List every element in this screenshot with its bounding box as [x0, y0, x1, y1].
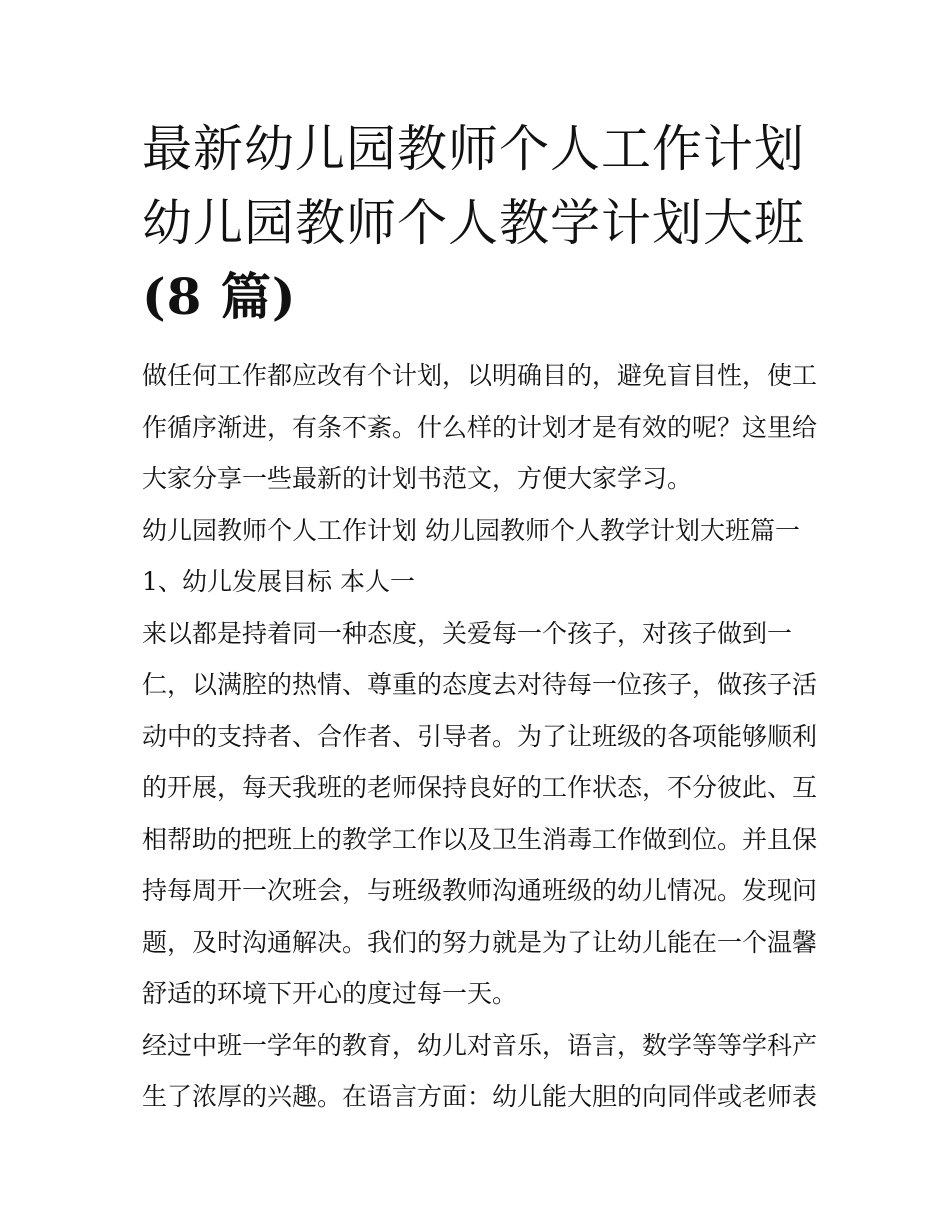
list-number: 1、: [142, 567, 183, 596]
text-line: 仁，以满腔的热情、尊重的态度去对待每一位孩子，做孩子活: [142, 670, 818, 699]
text-line: 作循序渐进，有条不紊。什么样的计划才是有效的呢？这里给: [142, 412, 818, 442]
text-line: 大家分享一些最新的计划书范文，方便大家学习。: [142, 464, 693, 493]
text-line: 做任何工作都应改有个计划，以明确目的，避免盲目性，使工: [142, 361, 818, 390]
text-line: 来以都是持着同一种态度，关爱每一个孩子，对孩子做到一: [142, 618, 793, 648]
intro-paragraph: [142, 350, 818, 505]
text-line: 生了浓厚的兴趣。在语言方面：幼儿能大胆的向同伴或老师表: [142, 1082, 818, 1111]
paragraph-1: [142, 608, 818, 1020]
text-line: 题，及时沟通解决。我们的努力就是为了让幼儿能在一个温馨: [142, 927, 818, 957]
list-item: [142, 556, 814, 608]
title-line: 幼儿园教师个人教学计划大班: [142, 194, 805, 252]
document-title: [142, 112, 814, 334]
text-line: 持每周开一次班会，与班级教师沟通班级的幼儿情况。发现问: [142, 876, 818, 905]
text-line: 动中的支持者、合作者、引导者。为了让班级的各项能够顺利: [142, 721, 818, 751]
text-line: 相帮助的把班上的教学工作以及卫生消毒工作做到位。并且保: [142, 824, 818, 854]
text-line: 舒适的环境下开心的度过每一天。: [142, 979, 518, 1008]
text-line: 的开展，每天我班的老师保持良好的工作状态，不分彼此、互: [142, 773, 818, 802]
paragraph-2: [142, 1020, 818, 1123]
title-line: (8 篇): [142, 267, 297, 326]
text-line: 经过中班一学年的教育，幼儿对音乐，语言，数学等等学科产: [142, 1030, 818, 1060]
title-line: 最新幼儿园教师个人工作计划: [142, 120, 805, 178]
document-page: [142, 112, 818, 1123]
list-text: 幼儿发展目标 本人一: [182, 567, 415, 596]
section-heading: 幼儿园教师个人工作计划 幼儿园教师个人教学计划大班篇一: [142, 515, 800, 545]
